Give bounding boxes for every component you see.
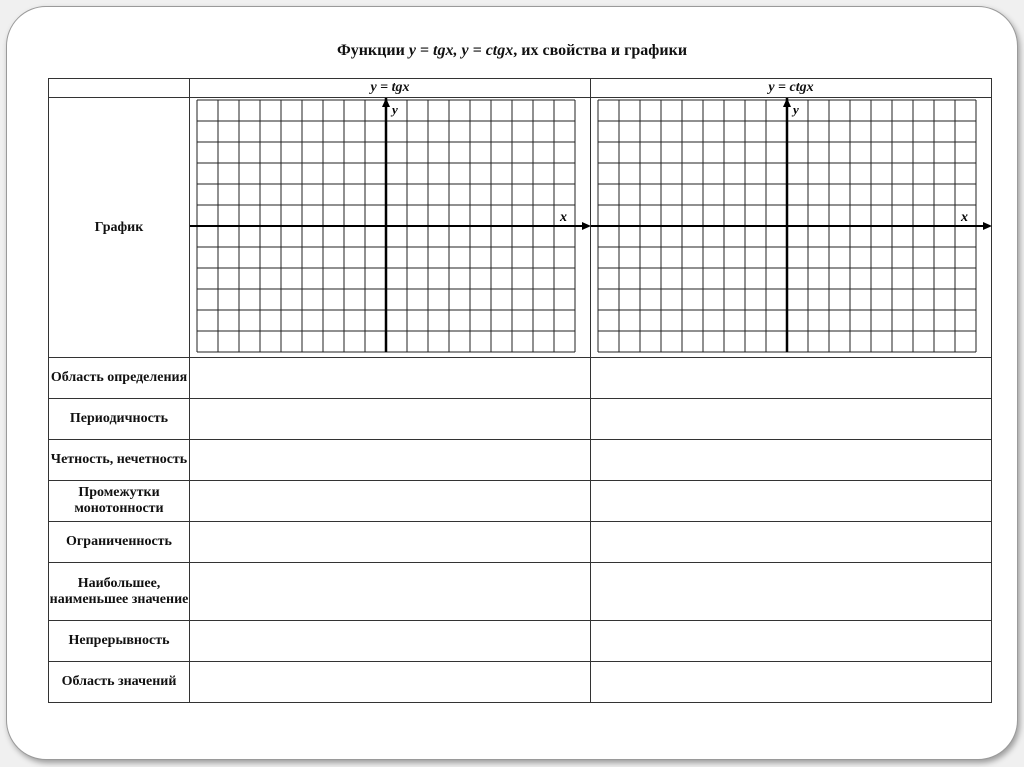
row-label-monotonicity: Промежутки монотонности [49,481,190,522]
header-empty-cell [49,79,190,98]
answer-cell-tan-boundedness[interactable] [190,522,591,563]
graph-cell-tan [190,98,591,358]
row-label-continuity: Непрерывность [49,621,190,662]
answer-cell-cot-parity[interactable] [591,440,992,481]
y-axis-arrow-icon [382,98,390,107]
title-formula: y = tgx, y = ctgx [408,42,514,59]
table-row [49,522,992,563]
row-label-extrema: Наибольшее, наименьшее значение [49,563,190,621]
answer-cell-tan-parity[interactable] [190,440,591,481]
x-axis-arrow-icon [983,222,992,230]
answer-cell-tan-domain[interactable] [190,358,591,399]
answer-cell-cot-boundedness[interactable] [591,522,992,563]
header-cot: y = ctgx [591,79,992,98]
table-row [49,358,992,399]
table-row [49,662,992,703]
answer-cell-tan-periodicity[interactable] [190,399,591,440]
table-row [49,399,992,440]
answer-cell-cot-continuity[interactable] [591,621,992,662]
tan-graph-grid [190,98,591,357]
row-label-graph: График [49,98,190,358]
answer-cell-cot-range[interactable] [591,662,992,703]
answer-cell-cot-domain[interactable] [591,358,992,399]
x-axis-label: x [560,210,567,225]
table-row [49,98,992,358]
row-label-parity: Четность, нечетность [49,440,190,481]
row-label-periodicity: Периодичность [49,399,190,440]
cot-graph-grid [591,98,992,357]
row-label-boundedness: Ограниченность [49,522,190,563]
answer-cell-tan-continuity[interactable] [190,621,591,662]
answer-cell-cot-monotonicity[interactable] [591,481,992,522]
header-row [49,79,992,98]
table-row [49,440,992,481]
answer-cell-tan-monotonicity[interactable] [190,481,591,522]
page-title [0,42,1024,60]
table-row [49,621,992,662]
answer-cell-tan-extrema[interactable] [190,563,591,621]
properties-table [48,78,992,703]
y-axis-arrow-icon [783,98,791,107]
x-axis-label: x [961,210,968,225]
table-row [49,481,992,522]
header-tan: y = tgx [190,79,591,98]
graph-cell-cot [591,98,992,358]
title-prefix: Функции [336,42,405,59]
table-row [49,563,992,621]
row-label-range: Область значений [49,662,190,703]
answer-cell-tan-range[interactable] [190,662,591,703]
row-label-domain: Область определения [49,358,190,399]
answer-cell-cot-extrema[interactable] [591,563,992,621]
answer-cell-cot-periodicity[interactable] [591,399,992,440]
y-axis-label: y [793,102,799,117]
title-suffix: , их свойства и графики [513,42,688,59]
y-axis-label: y [392,102,398,117]
